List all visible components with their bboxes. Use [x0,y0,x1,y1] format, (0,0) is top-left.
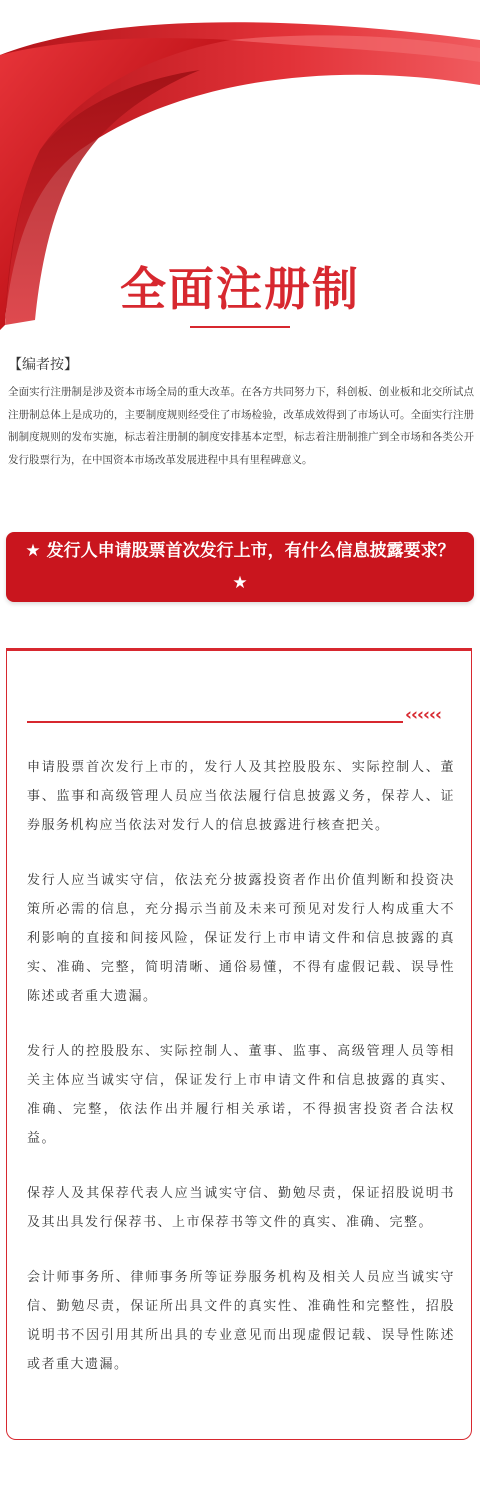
answer-paragraph: 申请股票首次发行上市的，发行人及其控股股东、实际控制人、董事、监事和高级管理人员应当依法履行信息披露义务，保荐人、证券服务机构应当依法对发行人的信息披露进行核查把关。 [27,760,455,833]
page-title: 全面注册制 [120,262,360,316]
answer-paragraph: 发行人应当诚实守信，依法充分披露投资者作出价值判断和投资决策所必需的信息，充分揭示当前及未来可预见对发行人构成重大不利影响的直接和间接风险，保证发行上市申请文件和信息披露的真实、准确、完整，简明清晰、通俗易懂，不得有虚假记载、误导性陈述或者重大遗漏。 [27,873,455,1004]
question-text: ★ 发行人申请股票首次发行上市，有什么信息披露要求？ ★ [25,541,455,593]
answer-paragraph: 会计师事务所、律师事务所等证券服务机构及相关人员应当诚实守信、勤勉尽责，保证所出具文件的真实性、准确性和完整性，招股说明书不因引用其所出具的专业意见而出现虚假记载、误导性陈述或者重大遗漏。 [27,1270,455,1372]
double-chevron-left-icon: ‹‹‹‹‹‹ [405,705,442,725]
title-underline [190,326,290,328]
answer-paragraph: 保荐人及其保荐代表人应当诚实守信、勤勉尽责，保证招股说明书及其出具发行保荐书、上市保荐书等文件的真实、准确、完整。 [27,1186,455,1230]
editor-note-heading: 【编者按】 [8,357,78,373]
editor-note-body: 全面实行注册制是涉及资本市场全局的重大改革。在各方共同努力下，科创板、创业板和北交所试点注册制总体上是成功的，主要制度规则经受住了市场检验，改革成效得到了市场认可。全面实行注册制制度规则的发布实施，标志着注册制的制度安排基本定型，标志着注册制推广到全市场和各类公开发行股票行为，在中国资本市场改革发展进程中具有里程碑意义。 [8,386,474,466]
answer-body [27,753,455,1405]
answer-divider-line [27,721,403,723]
answer-card [6,648,472,1440]
answer-paragraph: 发行人的控股股东、实际控制人、董事、监事、高级管理人员等相关主体应当诚实守信，保证发行上市申请文件和信息披露的真实、准确、完整，依法作出并履行相关承诺，不得损害投资者合法权益。 [27,1044,455,1146]
question-banner [6,532,474,602]
editor-note [8,355,474,471]
hero-banner [0,0,480,345]
